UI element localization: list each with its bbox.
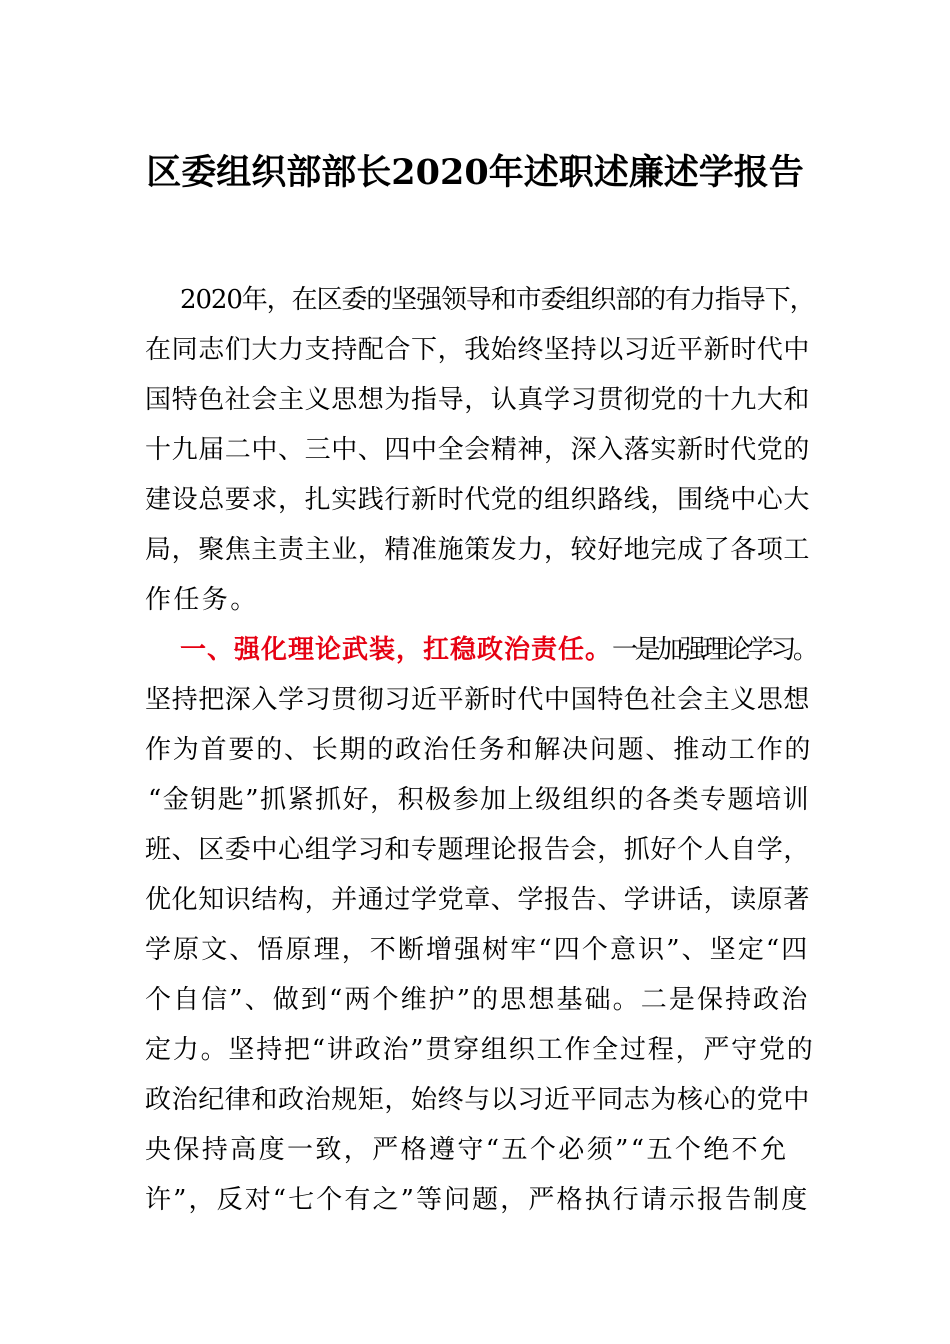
paragraph-line: 在同志们大力支持配合下，我始终坚持以习近平新时代中 bbox=[145, 335, 811, 365]
paragraph-line: 优化知识结构，并通过学党章、学报告、学讲话，读原著 bbox=[145, 885, 811, 915]
document-title: 区委组织部部长2020年述职述廉述学报告 bbox=[146, 152, 804, 193]
paragraph-line: 国特色社会主义思想为指导，认真学习贯彻党的十九大和 bbox=[145, 385, 811, 415]
paragraph-line: 2020年，在区委的坚强领导和市委组织部的有力指导下， bbox=[180, 285, 815, 315]
section-first-line-text: 一是加强理论学习。 bbox=[612, 635, 816, 665]
paragraph-line: 个自信”、做到“两个维护”的思想基础。二是保持政治 bbox=[145, 985, 810, 1015]
paragraph-line: “金钥匙”抓紧抓好，积极参加上级组织的各类专题培训 bbox=[148, 785, 811, 815]
paragraph-line: 央保持高度一致，严格遵守“五个必须”“五个绝不允 bbox=[145, 1135, 789, 1165]
paragraph-line: 局，聚焦主责主业，精准施策发力，较好地完成了各项工 bbox=[145, 535, 811, 565]
paragraph-line: 班、区委中心组学习和专题理论报告会，抓好个人自学， bbox=[145, 835, 811, 865]
paragraph-line: 坚持把深入学习贯彻习近平新时代中国特色社会主义思想 bbox=[145, 685, 811, 715]
paragraph-line: 建设总要求，扎实践行新时代党的组织路线，围绕中心大 bbox=[145, 485, 811, 515]
section-first-line bbox=[180, 625, 815, 675]
section-heading: 一、强化理论武装，扛稳政治责任。 bbox=[180, 635, 613, 665]
paragraph-line: 作任务。 bbox=[145, 585, 259, 615]
paragraph-line: 定力。坚持把“讲政治”贯穿组织工作全过程，严守党的 bbox=[145, 1035, 815, 1065]
paragraph-line: 十九届二中、三中、四中全会精神，深入落实新时代党的 bbox=[145, 435, 811, 465]
paragraph-line: 政治纪律和政治规矩，始终与以习近平同志为核心的党中 bbox=[145, 1085, 811, 1115]
paragraph-line: 作为首要的、长期的政治任务和解决问题、推动工作的 bbox=[145, 735, 813, 765]
paragraph-line: 许”，反对“七个有之”等问题，严格执行请示报告制度 bbox=[145, 1185, 810, 1215]
paragraph-line: 学原文、悟原理，不断增强树牢“四个意识”、坚定“四 bbox=[145, 935, 810, 965]
